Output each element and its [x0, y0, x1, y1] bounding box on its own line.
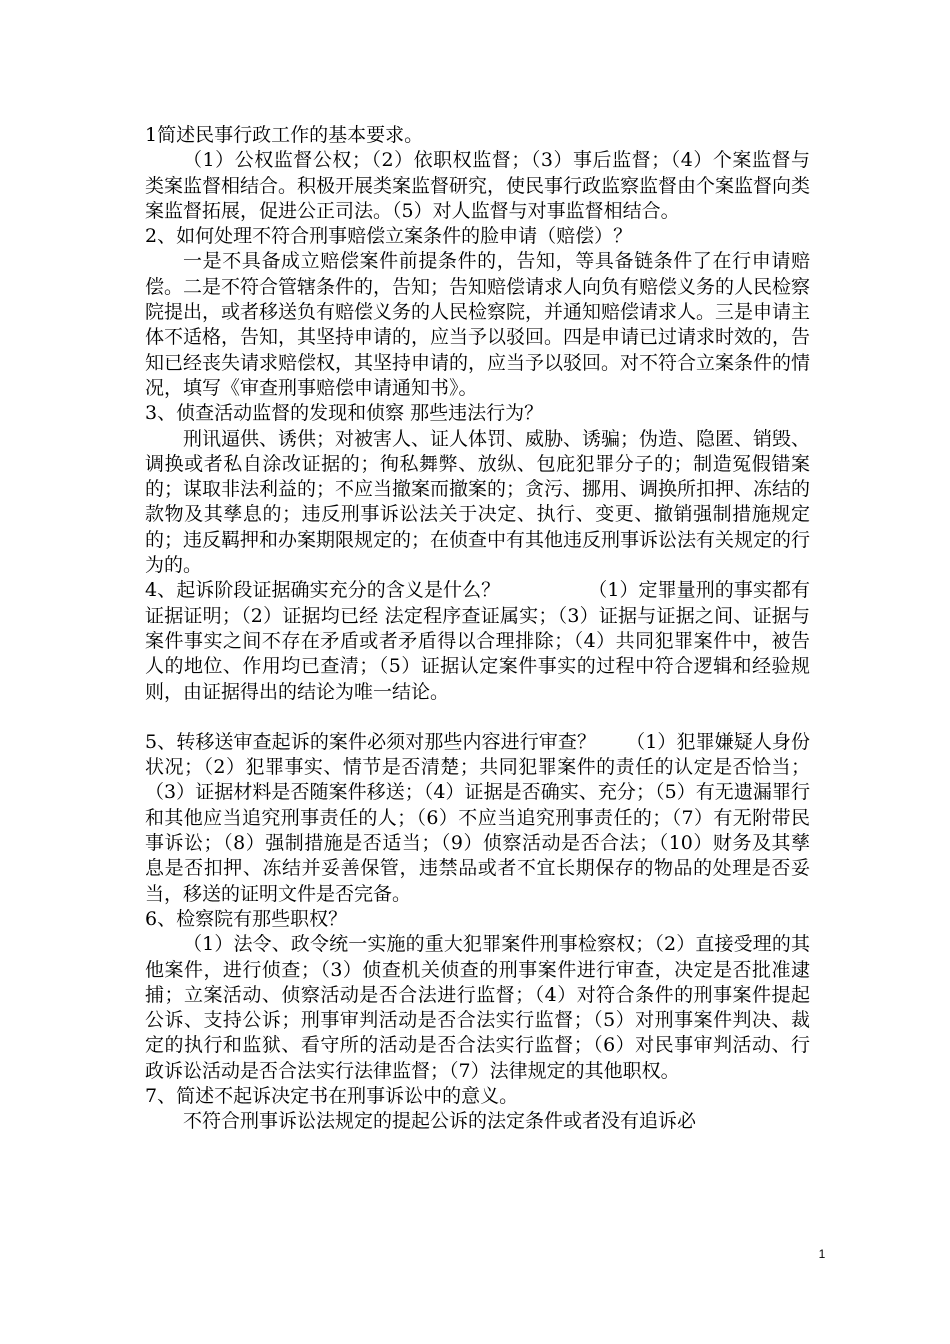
answer-5: （1）犯罪嫌疑人身份状况；（2）犯罪事实、情节是否清楚；共同犯罪案件的责任的认定是否恰当；（3）证据材料是否随案件移送；（4）证据是否确实、充分；（5）有无遗漏罪行和其他应当追究刑事责任的人；（6）不应当追究刑事责任的；（7）有无附带民事诉讼；（8）强制措施是否适当；（9）侦察活动是否合法；（10）财务及其孳息是否扣押、冻结并妥善保管，违禁品或者不宜长期保存的物品的处理是否妥当，移送的证明文件是否完备。: [145, 730, 810, 905]
question-4: 4、起诉阶段证据确实充分的含义是什么？: [145, 579, 501, 602]
answer-1: （1）公权监督公权；（2）依职权监督；（3）事后监督；（4）个案监督与类案监督相结合。积极开展类案监督研究，使民事行政监察监督由个案监督向类案监督拓展，促进公正司法。（5）对人监督与对事监督相结合。: [145, 149, 811, 222]
question-3: 3、侦查活动监督的发现和侦察 那些违法行为？: [145, 402, 544, 425]
question-1: 1简述民事行政工作的基本要求。: [145, 124, 424, 146]
question-7: 7、简述不起诉决定书在刑事诉讼中的意义。: [145, 1084, 519, 1107]
question-answer-5: [145, 730, 810, 907]
page-number: 1: [818, 1247, 826, 1261]
document-body: [145, 123, 810, 1135]
answer-6: （1）法令、政令统一实施的重大犯罪案件刑事检察权；（2）直接受理的其他案件，进行侦查；（3）侦查机关侦查的刑事案件进行审查，决定是否批准逮捕；立案活动、侦察活动是否合法进行监督；（4）对符合条件的刑事案件提起公诉、支持公诉；刑事审判活动是否合法实行监督；（5）对刑事案件判决、裁定的执行和监狱、看守所的活动是否合法实行监督；（6）对民事审判活动、行政诉讼活动是否合法实行法律监督；（7）法律规定的其他职权。: [145, 933, 810, 1082]
answer-2: 一是不具备成立赔偿案件前提条件的，告知，等具备链条件了在行申请赔偿。二是不符合管辖条件的，告知；告知赔偿请求人向负有赔偿义务的人民检察院提出，或者移送负有赔偿义务的人民检察院，并通知赔偿请求人。三是申请主体不适格，告知，其坚持申请的，应当予以驳回。四是申请已过请求时效的，告知已经丧失请求赔偿权，其坚持申请的，应当予以驳回。对不符合立案条件的情况，填写《审查刑事赔偿申请通知书》。: [145, 250, 811, 399]
question-2: 2、如何处理不符合刑事赔偿立案条件的脸申请（赔偿）？: [145, 225, 633, 248]
answer-7: 不符合刑事诉讼法规定的提起公诉的法定条件或者没有追诉必: [183, 1110, 697, 1133]
answer-4: （1）定罪量刑的事实都有证据证明；（2）证据均已经 法定程序查证属实；（3）证据与证据之间、证据与案件事实之间不存在矛盾或者矛盾得以合理排除；（4）共同犯罪案件中，被告人的地位、作用均已查清；（5）证据认定案件事实的过程中符合逻辑和经验规则，由证据得出的结论为唯一结论。: [145, 579, 810, 703]
blank-line: [145, 705, 810, 730]
question-6: 6、检察院有那些职权？: [145, 907, 348, 930]
answer-3: 刑讯逼供、诱供；对被害人、证人体罚、威胁、诱骗；伪造、隐匿、销毁、调换或者私自涂改证据的；徇私舞弊、放纵、包庇犯罪分子的；制造冤假错案的；谋取非法利益的；不应当撤案而撤案的；贪污、挪用、调换所扣押、冻结的款物及其孳息的；违反刑事诉讼法关于决定、执行、变更、撤销强制措施规定的；违反羁押和办案期限规定的；在侦查中有其他违反刑事诉讼法有关规定的行为的。: [145, 427, 811, 577]
question-answer-4: [145, 578, 810, 704]
question-5: 5、转移送审查起诉的案件必须对那些内容进行审查？: [145, 730, 597, 753]
